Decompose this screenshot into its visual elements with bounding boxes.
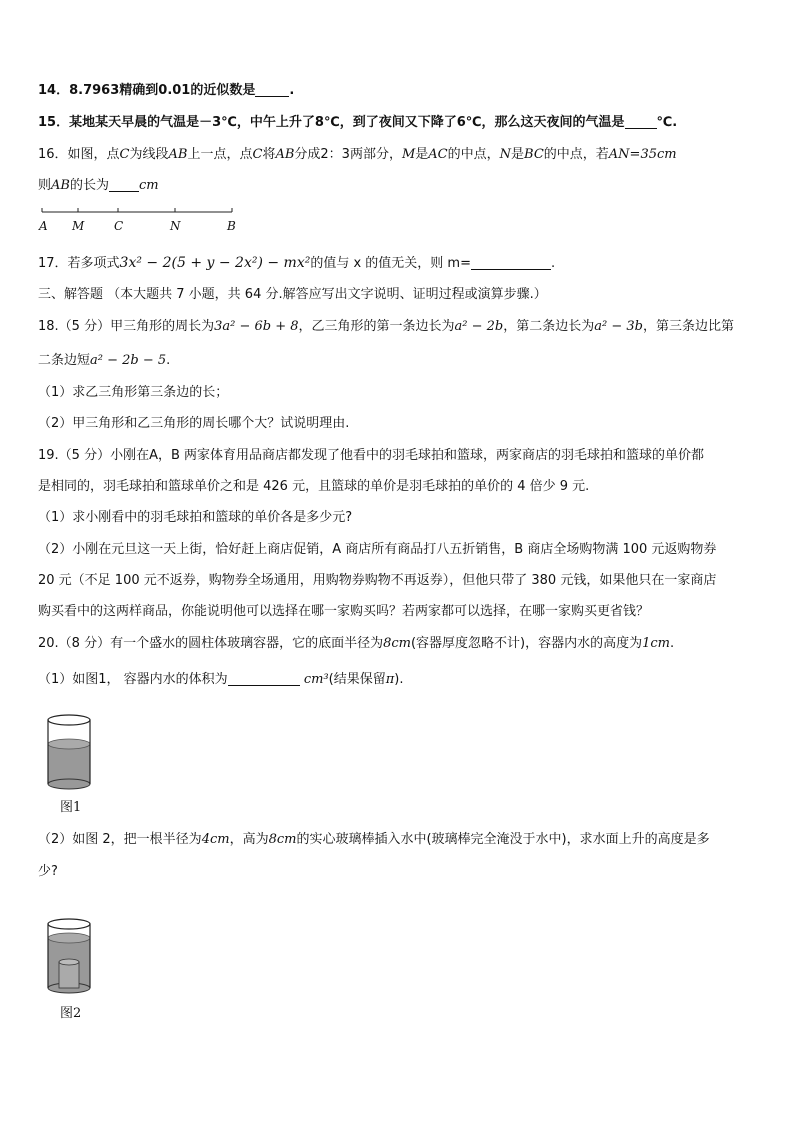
q14-end: . bbox=[289, 83, 295, 98]
q16-var: M bbox=[401, 147, 416, 162]
q19-line-1: 19.（5 分）小刚在A，B 两家体育用品商店都发现了他看中的羽毛球拍和篮球，两家商店的羽毛球拍和篮球的单价都 bbox=[38, 448, 705, 463]
q19-sub-2-line-3: 购买看中的这两样商品，你能说明他可以选择在哪一家购买吗？若两家都可以选择，在哪一家购买更省钱？ bbox=[38, 604, 650, 619]
q20-text: (容器厚度忽略不计)，容器内水的高度为 bbox=[410, 636, 643, 651]
q20-radius: 8cm bbox=[383, 636, 411, 651]
q18-text: ，第二条边长为 bbox=[503, 319, 595, 334]
q15-text-a: 15．某地某天早晨的气温是 bbox=[38, 115, 200, 130]
q20-sub-2-line-2: 少? bbox=[38, 864, 58, 879]
cylinder-top-rim bbox=[48, 919, 90, 929]
q20-text: 20.（8 分）有一个盛水的圆柱体玻璃容器，它的底面半径为 bbox=[38, 636, 384, 651]
q18-text: ，乙三角形的第一条边长为 bbox=[298, 319, 455, 334]
figure-2-cylinder bbox=[44, 916, 94, 996]
q16-text: 是 bbox=[415, 147, 429, 162]
q16-line-1 bbox=[38, 145, 677, 165]
q14-line bbox=[38, 81, 294, 101]
q17-line bbox=[38, 253, 555, 274]
q15-text-c: ，到了夜间又下降了 bbox=[339, 115, 457, 130]
glass-rod bbox=[59, 962, 79, 988]
q16-text: 的中点，若 bbox=[543, 147, 609, 162]
answer-blank[interactable] bbox=[228, 671, 300, 686]
q17-end: . bbox=[551, 256, 556, 271]
q18-expr-4: a² − 2b − 5 bbox=[90, 353, 167, 368]
rod-height: 8cm bbox=[268, 832, 297, 847]
segment-figure bbox=[38, 206, 248, 236]
q18-line-1 bbox=[38, 317, 734, 337]
cylinder-top-rim bbox=[48, 715, 90, 725]
glass-rod-top bbox=[59, 959, 79, 965]
answer-blank[interactable] bbox=[625, 114, 657, 129]
q20-text: (结果保留 bbox=[328, 672, 386, 687]
point-label-a: A bbox=[39, 219, 48, 233]
answer-blank[interactable] bbox=[255, 82, 289, 97]
point-label-b: B bbox=[227, 219, 236, 233]
q20-height: 1cm bbox=[642, 636, 671, 651]
figure-1-caption: 图1 bbox=[60, 800, 82, 815]
q16-var: C bbox=[252, 147, 263, 162]
q14-precision: 0.01 bbox=[158, 83, 191, 98]
q20-text: （2）如图 2，把一根半径为 bbox=[38, 832, 202, 847]
point-label-n: N bbox=[170, 219, 181, 233]
q19-line-2: 是相同的，羽毛球拍和篮球单价之和是 426 元，且篮球的单价是羽毛球拍的单价的 4 倍少 9 元. bbox=[38, 479, 590, 494]
q15-text-d: ，那么这天夜间的气温是 bbox=[481, 115, 625, 130]
q16-text: 将 bbox=[262, 147, 276, 162]
q20-line-1 bbox=[38, 634, 674, 654]
q18-sub-2: （2）甲三角形和乙三角形的周长哪个大？试说明理由. bbox=[38, 416, 350, 431]
q16-text: 的中点， bbox=[447, 147, 500, 162]
q16-var: C bbox=[119, 147, 130, 162]
q18-text: ，第三条边比第 bbox=[642, 319, 734, 334]
q17-expression: 3x² − 2(5 + y − 2x²) − mx² bbox=[119, 255, 311, 271]
q15-value-3: 6℃ bbox=[456, 115, 482, 130]
q19-sub-2-line-2: 20 元（不足 100 元不返券，购物券全场通用，用购物券购物不再返券），但他只带了 380 元钱，如果他只在一家商店 bbox=[38, 573, 717, 588]
q16-text: 上一点，点 bbox=[187, 147, 253, 162]
q16-text: 的长为 bbox=[69, 178, 109, 193]
q18-line-2 bbox=[38, 351, 170, 371]
point-label-c: C bbox=[114, 219, 124, 233]
q20-text: （1）如图1， 容器内水的体积为 bbox=[38, 672, 228, 687]
q20-sub-2-line-1 bbox=[38, 830, 710, 850]
q20-text: . bbox=[670, 636, 675, 651]
q15-end: ℃. bbox=[656, 115, 678, 130]
q18-text: 18.（5 分）甲三角形的周长为 bbox=[38, 319, 215, 334]
q18-text: 二条边短 bbox=[38, 353, 91, 368]
q17-text-a: 17．若多项式 bbox=[38, 256, 120, 271]
q20-text: 的实心玻璃棒插入水中(玻璃棒完全淹没于水中)，求水面上升的高度是多 bbox=[296, 832, 710, 847]
rod-radius: 4cm bbox=[201, 832, 230, 847]
water-body bbox=[48, 744, 90, 784]
q20-text: ). bbox=[394, 672, 404, 687]
q16-var: BC bbox=[524, 147, 544, 162]
water-bottom bbox=[48, 779, 90, 789]
q16-var: AB bbox=[51, 178, 70, 193]
q14-value: 8.7963 bbox=[69, 83, 120, 98]
q17-text-b: 的值与 x 的值无关，则 m= bbox=[310, 256, 471, 271]
q18-text: . bbox=[166, 353, 171, 368]
q16-unit: cm bbox=[138, 178, 159, 193]
q16-line-2 bbox=[38, 176, 159, 196]
q16-var: AC bbox=[428, 147, 448, 162]
q14-number: 14． bbox=[38, 83, 70, 98]
q14-text-2: 的近似数是 bbox=[190, 83, 256, 98]
q15-value-2: 8℃ bbox=[314, 115, 340, 130]
q16-text: 则 bbox=[38, 178, 52, 193]
section-heading: 三、解答题 （本大题共 7 小题，共 64 分.解答应写出文字说明、证明过程或演算步骤.） bbox=[38, 287, 547, 302]
answer-blank[interactable] bbox=[471, 255, 551, 270]
q18-expr-3: a² − 3b bbox=[594, 319, 643, 334]
q20-sub-1 bbox=[38, 670, 404, 690]
q19-sub-2-line-1: （2）小刚在元旦这一天上街，恰好赶上商店促销，A 商店所有商品打八五折销售，B 商店全场购物满 100 元返购物券 bbox=[38, 542, 717, 557]
water-surface bbox=[48, 933, 90, 943]
point-label-m: M bbox=[72, 219, 85, 233]
q18-expr-2: a² − 2b bbox=[454, 319, 504, 334]
q16-var: N bbox=[499, 147, 512, 162]
q16-text: 分成2：3两部分， bbox=[294, 147, 402, 162]
q16-text: 为线段 bbox=[129, 147, 169, 162]
pi-symbol: π bbox=[385, 672, 395, 687]
q20-text: ，高为 bbox=[229, 832, 269, 847]
q16-text: 16．如图，点 bbox=[38, 147, 120, 162]
q19-sub-1: （1）求小刚看中的羽毛球拍和篮球的单价各是多少元? bbox=[38, 510, 353, 525]
q18-sub-1: （1）求乙三角形第三条边的长； bbox=[38, 385, 229, 400]
q15-text-b: ，中午上升了 bbox=[236, 115, 315, 130]
answer-blank[interactable] bbox=[109, 177, 139, 192]
q14-text-1: 精确到 bbox=[119, 83, 159, 98]
figure-1-cylinder bbox=[44, 712, 94, 792]
q15-line bbox=[38, 113, 677, 133]
water-surface bbox=[48, 739, 90, 749]
q16-condition: AN=35cm bbox=[608, 147, 677, 162]
q18-expr-1: 3a² − 6b + 8 bbox=[214, 319, 299, 334]
q16-var: AB bbox=[275, 147, 295, 162]
q16-text: 是 bbox=[511, 147, 525, 162]
q20-unit: cm³ bbox=[303, 672, 329, 687]
q15-value-1: －3℃ bbox=[199, 115, 237, 130]
figure-2-caption: 图2 bbox=[60, 1006, 82, 1021]
q16-var: AB bbox=[168, 147, 188, 162]
